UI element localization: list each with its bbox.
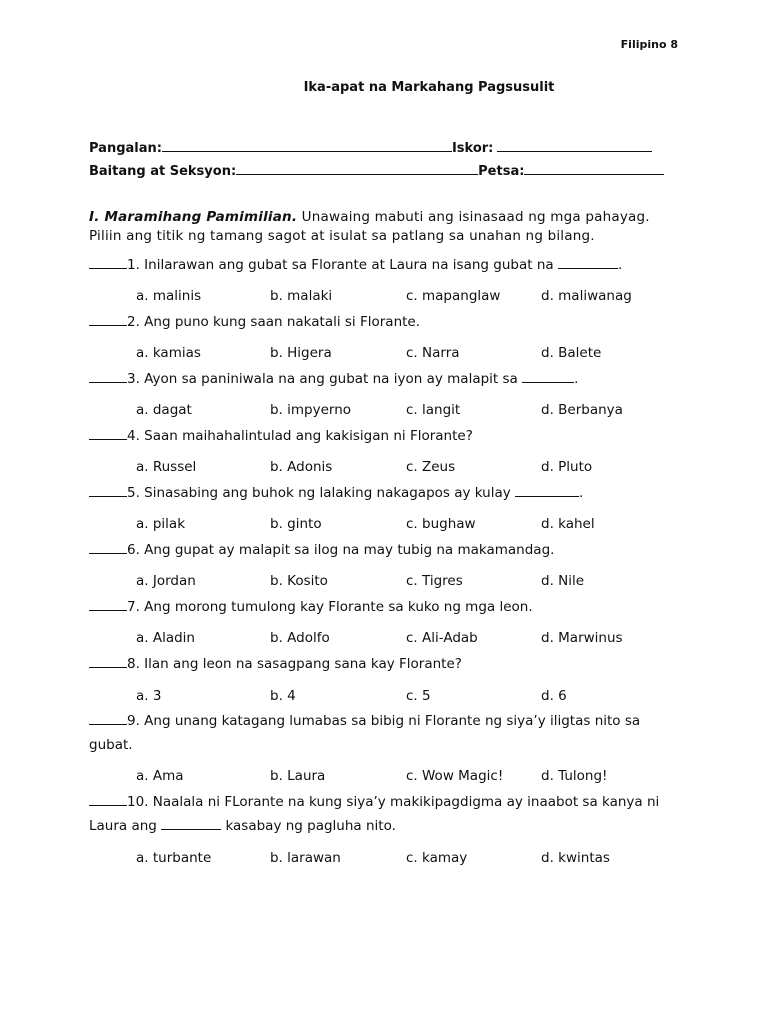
subject-label: Filipino 8 [620, 38, 678, 51]
question-text: 9. Ang unang katagang lumabas sa bibig ni Florante ng siya’y iligtas nito sa gubat. [89, 713, 641, 753]
choice-d: d. Tulong! [541, 768, 608, 784]
date-label: Petsa: [478, 164, 525, 179]
score-field[interactable] [497, 139, 652, 152]
answer-blank-9[interactable] [89, 712, 127, 725]
date-field[interactable] [524, 162, 664, 175]
answer-blank-7[interactable] [89, 598, 127, 611]
question-text-end: . [579, 485, 584, 501]
choice-d: d. Berbanya [541, 402, 623, 418]
choice-c: c. Wow Magic! [406, 768, 504, 784]
grade-section-field[interactable] [236, 162, 478, 175]
choice-d: d. kwintas [541, 850, 610, 866]
instructions-heading: I. Maramihang Pamimilian. [89, 209, 298, 225]
choice-b: b. Adonis [270, 459, 333, 475]
answer-blank-5[interactable] [89, 484, 127, 497]
choice-b: b. Adolfo [270, 630, 330, 646]
choice-a: a. 3 [136, 688, 162, 704]
question-text-end: . [574, 371, 579, 387]
choice-c: c. Tigres [406, 573, 463, 589]
choice-d: d. Pluto [541, 459, 593, 475]
grade-section-label: Baitang at Seksyon: [89, 164, 237, 179]
question-4 [89, 424, 684, 448]
choice-c: c. Narra [406, 345, 460, 361]
choice-a: a. kamias [136, 345, 201, 361]
answer-blank-6[interactable] [89, 541, 127, 554]
choice-b: b. Kosito [270, 573, 328, 589]
page-title: Ika-apat na Markahang Pagsusulit [303, 80, 555, 95]
choice-a: a. Russel [136, 459, 197, 475]
question-10 [89, 790, 684, 838]
choice-c: c. 5 [406, 688, 431, 704]
choice-b: b. malaki [270, 288, 333, 304]
grade-date-row [89, 162, 664, 179]
question-text-end: . [617, 257, 623, 273]
answer-blank-2[interactable] [89, 313, 127, 326]
choice-d: d. 6 [541, 688, 567, 704]
question-text: 1. Inilarawan ang gubat sa Florante at Laura na isang gubat na [127, 257, 558, 273]
question-8 [89, 652, 684, 676]
choice-b: b. Laura [270, 768, 326, 784]
question-text: 7. Ang morong tumulong kay Florante sa kuko ng mga leon. [127, 599, 533, 615]
choice-d: d. kahel [541, 516, 595, 532]
choice-d: d. Balete [541, 345, 602, 361]
question-text: 2. Ang puno kung saan nakatali si Florante. [127, 314, 421, 330]
choice-a: a. Ama [136, 768, 184, 784]
question-3 [89, 367, 684, 391]
score-label: Iskor: [451, 141, 494, 156]
question-5 [89, 481, 684, 505]
choice-b: b. larawan [270, 850, 341, 866]
choice-a: a. pilak [136, 516, 186, 532]
question-2 [89, 310, 684, 334]
choice-c: c. mapanglaw [406, 288, 501, 304]
instructions [89, 208, 684, 246]
answer-blank-8[interactable] [89, 655, 127, 668]
name-label: Pangalan: [89, 141, 162, 156]
choice-a: a. malinis [136, 288, 202, 304]
fill-blank [558, 256, 618, 269]
choice-c: c. Zeus [406, 459, 456, 475]
answer-blank-1[interactable] [89, 256, 127, 269]
question-1 [89, 253, 684, 277]
choice-c: c. langit [406, 402, 461, 418]
answer-blank-3[interactable] [89, 370, 127, 383]
choice-a: a. Aladin [136, 630, 195, 646]
instructions-text: Unawaing mabuti ang isinasaad ng mga pahayag. Piliin ang titik ng tamang sagot at isulat sa patlang sa unahan ng bilang. [89, 209, 650, 244]
answer-blank-10[interactable] [89, 793, 127, 806]
choice-b: b. 4 [270, 688, 296, 704]
choice-b: b. impyerno [270, 402, 352, 418]
fill-blank [515, 484, 579, 497]
choice-b: b. Higera [270, 345, 332, 361]
question-9 [89, 709, 684, 757]
name-score-row [89, 139, 652, 156]
question-text: 3. Ayon sa paniniwala na ang gubat na iyon ay malapit sa [127, 371, 523, 387]
choice-c: c. bughaw [406, 516, 476, 532]
choice-c: c. Ali-Adab [406, 630, 478, 646]
question-text: 6. Ang gupat ay malapit sa ilog na may tubig na makamandag. [127, 542, 555, 558]
choice-a: a. dagat [136, 402, 192, 418]
choice-a: a. Jordan [136, 573, 196, 589]
answer-blank-4[interactable] [89, 427, 127, 440]
question-text: 8. Ilan ang leon na sasagpang sana kay Florante? [127, 656, 462, 672]
choice-a: a. turbante [136, 850, 212, 866]
name-field[interactable] [162, 139, 452, 152]
fill-blank [161, 817, 221, 830]
question-text: 10. Naalala ni FLorante na kung siya’y makikipagdigma ay inaabot sa kanya ni Laura ang [89, 794, 660, 834]
fill-blank [522, 370, 574, 383]
choice-b: b. ginto [270, 516, 322, 532]
choice-d: d. maliwanag [541, 288, 632, 304]
choice-c: c. kamay [406, 850, 468, 866]
question-text: 4. Saan maihahalintulad ang kakisigan ni Florante? [127, 428, 473, 444]
choice-d: d. Nile [541, 573, 585, 589]
question-7 [89, 595, 684, 619]
question-text: 5. Sinasabing ang buhok ng lalaking nakagapos ay kulay [127, 485, 516, 501]
question-6 [89, 538, 684, 562]
choice-d: d. Marwinus [541, 630, 623, 646]
question-text-end: kasabay ng pagluha nito. [221, 818, 396, 834]
